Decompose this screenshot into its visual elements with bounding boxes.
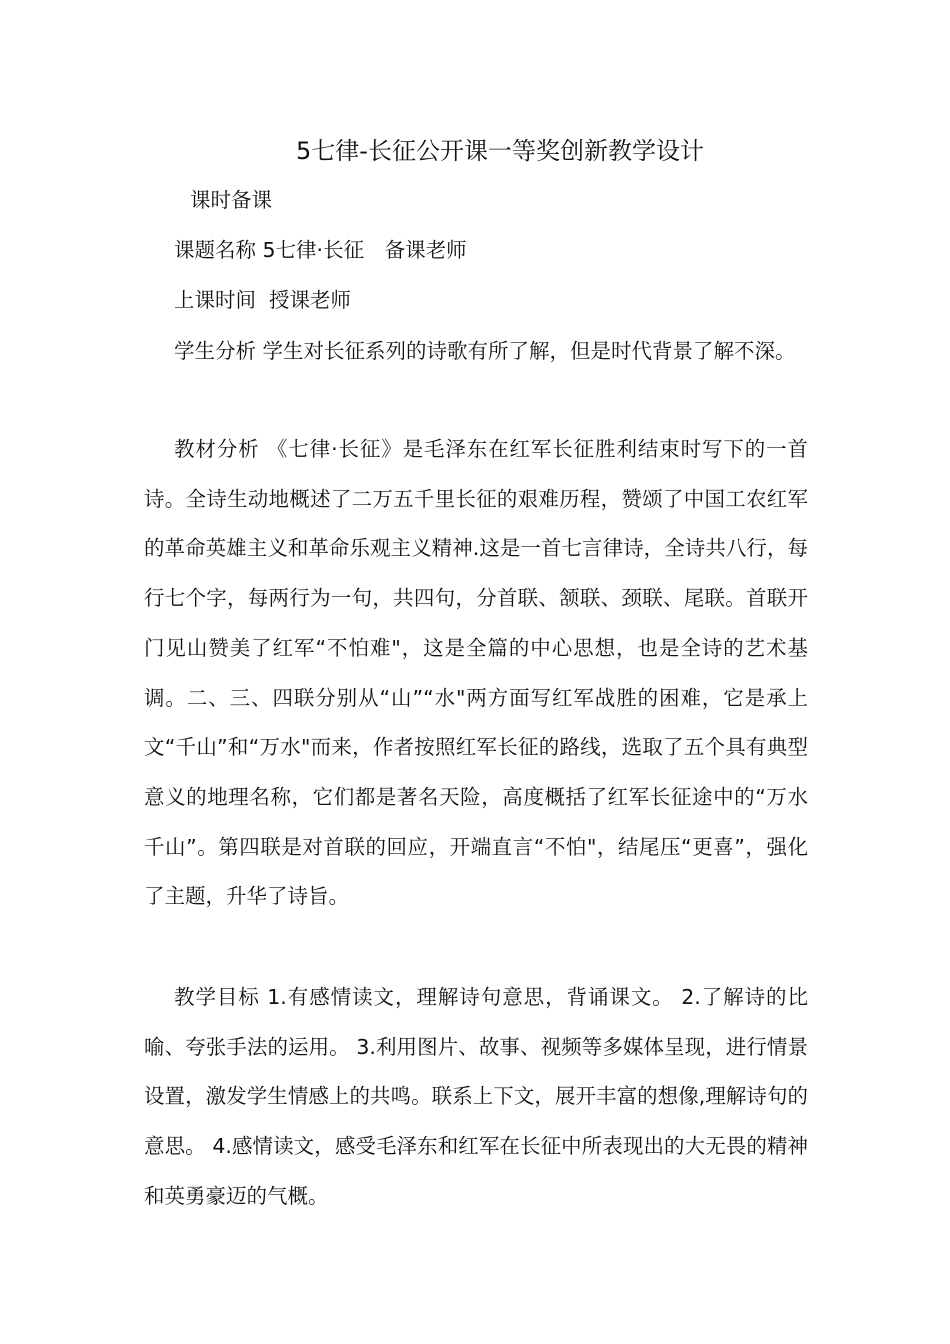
time-row: 上课时间 授课老师 — [174, 288, 352, 312]
topic-row: 课题名称 5七律·长征 备课老师 — [174, 238, 467, 262]
section-heading: 课时备课 — [190, 188, 272, 212]
document-title: 5七律-长征公开课一等奖创新教学设计 — [296, 137, 704, 165]
teaching-goals-paragraph: 教学目标 1.有感情读文，理解诗句意思，背诵课文。 2.了解诗的比喻、夸张手法的运用。 3.利用图片、故事、视频等多媒体呈现，进行情景设置，激发学生情感上的共鸣。联系上下文，展开丰富的想像,理解诗句的意思。 4.感情读文，感受毛泽东和红军在长征中所表现出的大无畏的精神和英勇豪迈的气概。 — [144, 985, 808, 1208]
material-analysis-paragraph: 教材分析 《七律·长征》是毛泽东在红军长征胜利结束时写下的一首诗。全诗生动地概述了二万五千里长征的艰难历程，赞颂了中国工农红军的革命英雄主义和革命乐观主义精神.这是一首七言律诗，全诗共八行，每行七个字，每两行为一句，共四句，分首联、颔联、颈联、尾联。首联开门见山赞美了红军“不怕难"，这是全篇的中心思想，也是全诗的艺术基调。二、三、四联分别从“山”“水"两方面写红军战胜的困难，它是承上文“千山”和“万水"而来，作者按照红军长征的路线，选取了五个具有典型意义的地理名称，它们都是著名天险，高度概括了红军长征途中的“万水千山”。第四联是对首联的回应，开端直言“不怕"，结尾压“更喜”，强化了主题，升华了诗旨。 — [144, 437, 808, 909]
student-analysis-paragraph: 学生分析 学生对长征系列的诗歌有所了解，但是时代背景了解不深。 — [174, 339, 796, 363]
